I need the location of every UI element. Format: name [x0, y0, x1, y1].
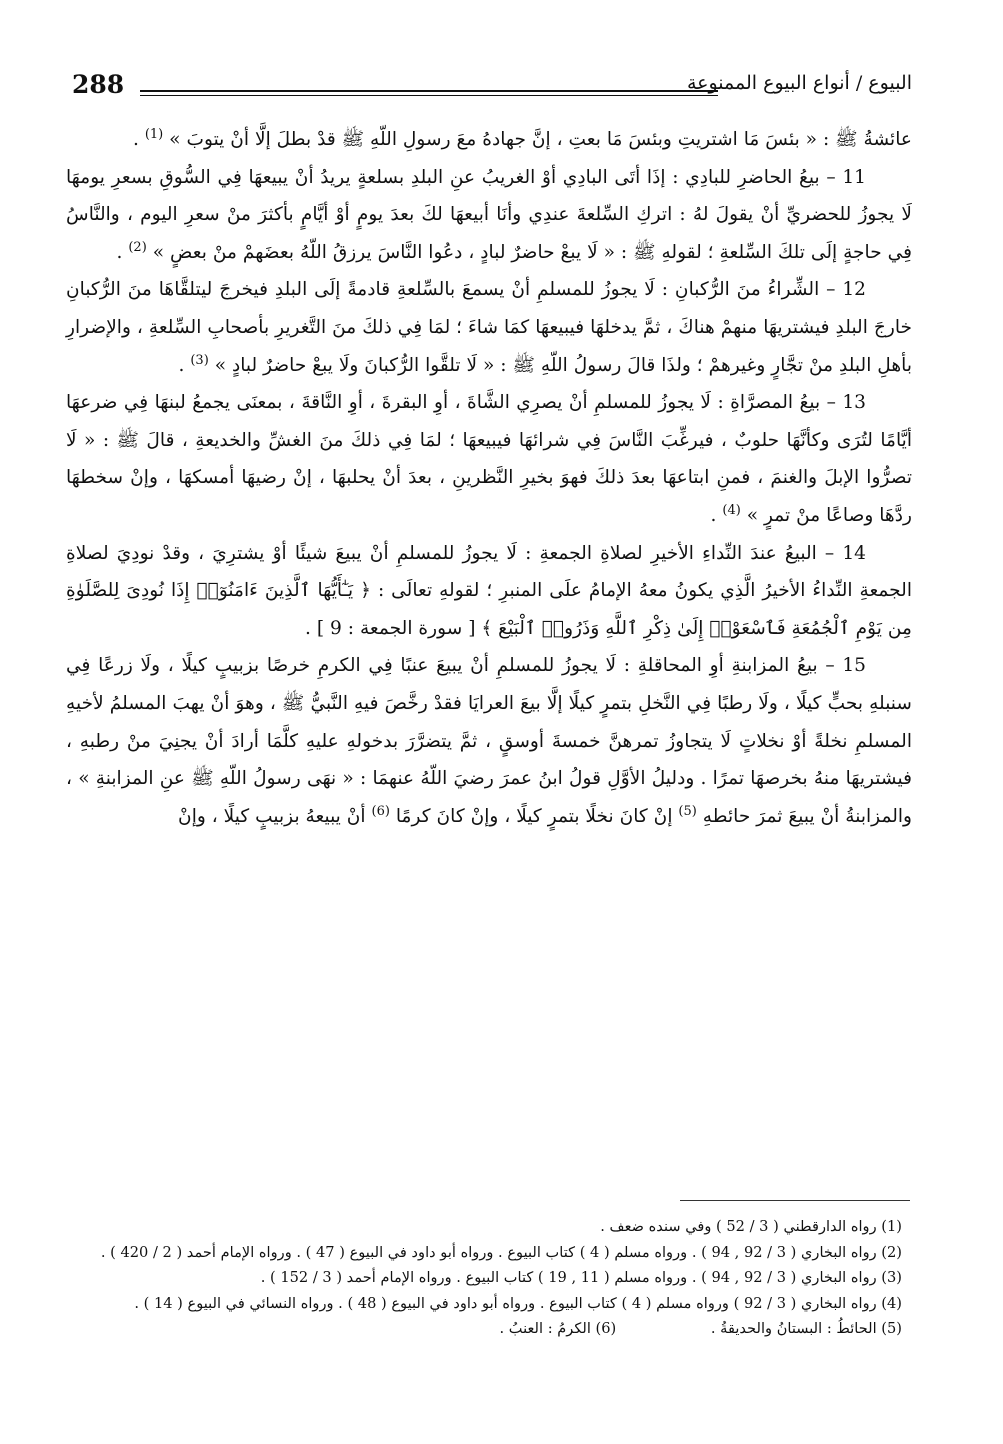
footnote-3: (3) رواه البخاري ( 3 / 92 , 94 ) . ورواه مسلم ( 11 , 19 ) كتاب البيوع . ورواه الإمام أحمد ( 3 / 152 ) . — [260, 1269, 902, 1287]
paragraph-text: إنْ كانَ نخلًا بتمرٍ كيلًا ، وإنْ كانَ كرمًا — [395, 805, 673, 827]
footnote-ref: (1) — [144, 126, 164, 142]
sentence-end: . — [116, 241, 123, 263]
paragraph-continued — [66, 121, 912, 159]
footnote-4: (4) رواه البخاري ( 3 / 92 ) ورواه مسلم ( 4 ) كتاب البيوع . ورواه أبو داود في البيوع ( 48 ) . ورواه النسائي في البيوع ( 14 ) . — [134, 1294, 902, 1312]
paragraph-text: 12 – الشِّراءُ منَ الرُّكبانِ : لَا يجوزُ للمسلمِ أنْ يسمعَ بالسِّلعةِ قادمةً إلَى البلدِ فيخرجَ ليتلقَّاهَا منَ الرُّكبانِ خارجَ البلدِ فيشتريهَا منهمْ هناكَ ، ثمَّ يدخلهَا فيبيعهَا كمَا شاءَ ؛ لمَا فِي ذلكَ منَ التَّغريرِ بأصحابِ السِّلعةِ ، والإضرارِ بأهلِ البلدِ منْ تجَّارٍ وغيرهمْ ؛ ولذَا قالَ رسولُ اللّهِ ﷺ : « لَا تلقَّوا الرُّكبانَ ولَا يبعْ حاضرٌ لبادٍ » — [66, 279, 912, 376]
paragraph-text: عائشةُ ﷺ : « بئسَ مَا اشتريتِ وبئسَ مَا بعتِ ، إنَّ جهادهُ معَ رسولِ اللّهِ ﷺ قدْ بطلَ إلَّا أنْ يتوبَ » — [169, 129, 912, 150]
footnote-separator — [680, 1200, 910, 1201]
header-rule — [140, 90, 718, 92]
sentence-end: . — [710, 504, 717, 526]
sentence-end: . — [132, 129, 139, 150]
footnote-6: (6) الكرمُ : العنبُ . — [499, 1320, 617, 1338]
page-number: 288 — [72, 70, 125, 99]
page-header — [72, 70, 912, 106]
footnote-ref: (2) — [128, 239, 147, 255]
paragraph-13 — [66, 384, 912, 534]
footnote-ref: (6) — [371, 803, 390, 819]
main-text — [66, 121, 912, 835]
running-title: البيوع / أنواع البيوع الممنوعة — [686, 72, 912, 94]
footnote-5: (5) الحائطُ : البستانُ والحديقةُ . — [710, 1320, 902, 1338]
footnote-ref: (3) — [190, 352, 209, 368]
paragraph-14 — [66, 535, 912, 648]
paragraph-text: 13 – بيعُ المصرَّاةِ : لَا يجوزُ للمسلمِ أنْ يصرِي الشَّاةَ ، أوِ البقرةَ ، أوِ النَّاقةَ ، بمعنَى يجمعُ لبنهَا فِي ضرعهَا أيَّامًا لتُرَى وكأنَّهَا حلوبٌ ، فيرغِّبَ النَّاسَ فِي شرائهَا فيبيعهَا ؛ لمَا فِي ذلكَ منَ الغشِّ والخديعةِ ، قالَ ﷺ : « لَا تصرُّوا الإبلَ والغنمَ ، فمنِ ابتاعهَا بعدَ ذلكَ فهوَ بخيرِ النَّظرينِ ، بعدَ أنْ يحلبهَا ، إنْ رضيهَا أمسكهَا ، وإنْ سخطهَا ردَّهَا وصاعًا منْ تمرٍ » — [66, 392, 912, 526]
footnotes — [66, 1214, 902, 1342]
footnote-1: (1) رواه الدارقطني ( 3 / 52 ) وفي سنده ضعف . — [600, 1218, 902, 1235]
sentence-end: . — [178, 354, 185, 376]
footnote-ref: (4) — [722, 502, 741, 518]
footnote-2: (2) رواه البخاري ( 3 / 92 , 94 ) . ورواه مسلم ( 4 ) كتاب البيوع . ورواه أبو داود في البيوع ( 47 ) . ورواه الإمام أحمد ( 2 / 420 ) . — [100, 1243, 902, 1261]
paragraph-15 — [66, 647, 912, 835]
paragraph-text: 14 – البيعُ عندَ النِّداءِ الأخيرِ لصلاةِ الجمعةِ : لَا يجوزُ للمسلمِ أنْ يبيعَ شيئًا أوْ يشترِيَ ، وقدْ نودِيَ لصلاةِ الجمعةِ النِّداءُ الأخيرُ الَّذِي يكونُ معهُ الإمامُ علَى المنبرِ ؛ لقولهِ تعالَى : ﴿ يَـٰٓأَيُّهَا ٱلَّذِينَ ءَامَنُوٓا۟ إِذَا نُودِىَ لِلصَّلَوٰةِ مِن يَوْمِ ٱلْجُمُعَةِ فَٱسْعَوْا۟ إِلَىٰ ذِكْرِ ٱللَّهِ وَذَرُوا۟ ٱلْبَيْعَ ﴾ [ سورة الجمعة : 9 ] . — [66, 542, 912, 639]
header-rule-thin — [140, 95, 718, 96]
paragraph-12 — [66, 271, 912, 384]
paragraph-text: 15 – بيعُ المزابنةِ أوِ المحاقلةِ : لَا يجوزُ للمسلمِ أنْ يبيعَ عنبًا فِي الكرمِ خرصًا بزبيبٍ كيلًا ، ولَا زرعًا فِي سنبلهِ بحبٍّ كيلًا ، ولَا رطبًا فِي النَّخلِ بتمرٍ كيلًا إلَّا بيعَ العرايَا فقدْ رخَّصَ فيهِ النَّبيُّ ﷺ ، وهوَ أنْ يهبَ المسلمُ لأخيهِ المسلمِ نخلةً أوْ نخلاتٍ لَا يتجاوزُ تمرهنَّ خمسةَ أوسقٍ ، ثمَّ يتضرَّرَ بدخولهِ عليهِ كلَّمَا أرادَ أنْ يجنِيَ منْ رطبهِ ، فيشتريهَا منهُ بخرصهَا تمرًا . ودليلُ الأوَّلِ قولُ ابنُ عمرَ رضيَ اللّهُ عنهمَا : « نهَى رسولُ اللّهِ ﷺ عنِ المزابنةِ » ، والمزابنةُ أنْ يبيعَ ثمرَ حائطهِ — [66, 655, 913, 827]
paragraph-11 — [66, 159, 912, 272]
footnote-ref: (5) — [678, 803, 697, 819]
footnote-5-6 — [66, 1316, 902, 1342]
paragraph-text: 11 – بيعُ الحاضرِ للبادِي : إذَا أتَى البادِي أوْ الغريبُ عنِ البلدِ بسلعةٍ يريدُ أنْ يبيعهَا فِي السُّوقِ بسعرِ يومهَا لَا يجوزُ للحضريِّ أنْ يقولَ لهُ : اتركِ السِّلعةَ عندِي وأنَا أبيعهَا لكَ بعدَ يومٍ أوْ أيَّامٍ بأكثرَ منْ سعرِ اليوم ، والنَّاسُ فِي حاجةٍ إلَى تلكَ السِّلعةِ ؛ لقولهِ ﷺ : « لَا يبعْ حاضرٌ لبادٍ ، دعُوا النَّاسَ يرزقُ اللّهُ بعضَهمْ منْ بعضٍ » — [66, 166, 912, 263]
paragraph-text: أنْ يبيعهُ بزبيبٍ كيلًا ، وإنْ — [178, 805, 366, 827]
